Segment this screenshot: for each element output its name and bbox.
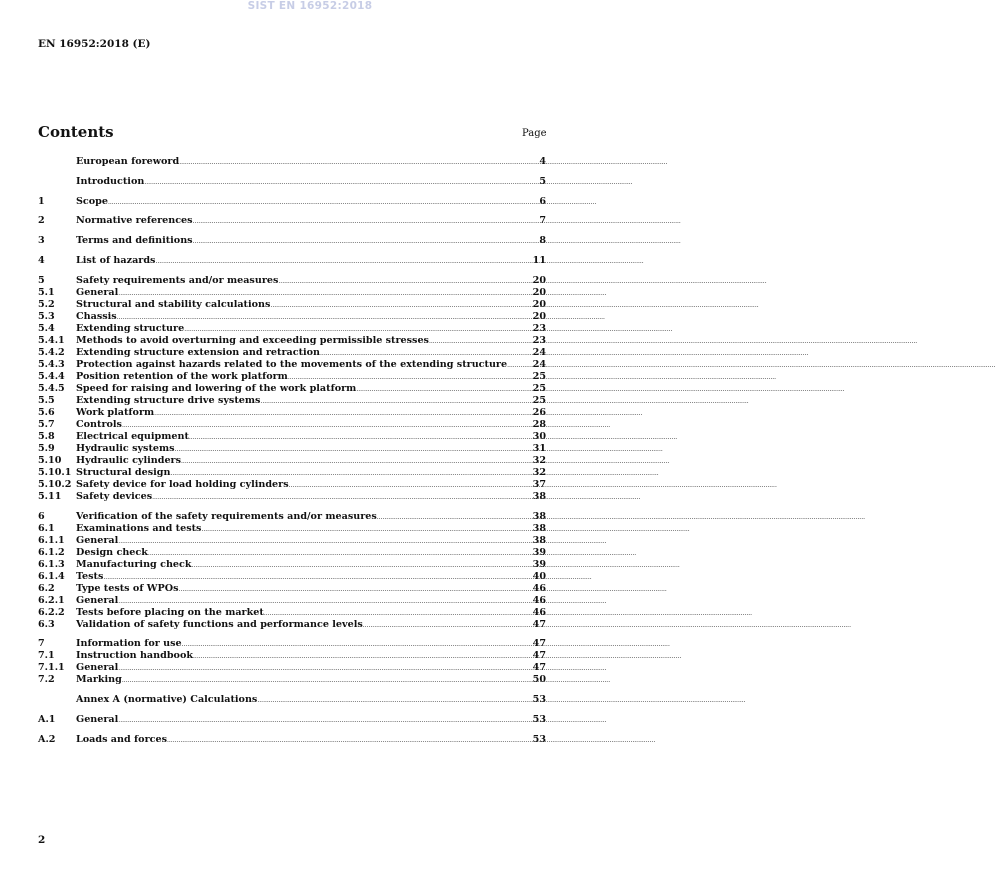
toc-entry[interactable] [38, 323, 546, 335]
toc-entry-number: 5.8 [38, 430, 55, 442]
toc-dot-leader [289, 480, 532, 492]
toc-entry[interactable] [38, 335, 546, 347]
toc-entry-number: 5.6 [38, 406, 55, 418]
toc-dot-leader [257, 695, 531, 707]
toc-entry[interactable] [38, 734, 546, 746]
toc-entry-page: 7 [539, 215, 546, 227]
table-of-contents [38, 156, 546, 746]
toc-dot-leader [182, 639, 532, 651]
toc-entry[interactable] [38, 511, 546, 523]
toc-entry[interactable] [38, 650, 546, 662]
toc-entry-number: 7.1.1 [38, 662, 65, 674]
toc-entry[interactable] [38, 215, 546, 227]
toc-entry-page: 20 [532, 286, 546, 298]
toc-entry-number: 6.1.3 [38, 558, 65, 570]
toc-entry-page: 38 [532, 522, 546, 534]
toc-entry-title: Normative references [76, 215, 193, 227]
toc-entry-number: 6 [38, 510, 45, 522]
toc-entry-page: 23 [532, 334, 546, 346]
toc-entry[interactable] [38, 583, 546, 595]
toc-entry-number: A.1 [38, 713, 56, 725]
watermark: SIST EN 16952:2018 [247, 0, 373, 12]
toc-entry-title: Tests [76, 570, 104, 582]
toc-dot-leader [201, 524, 531, 536]
toc-entry-number: 6.2.1 [38, 594, 65, 606]
toc-entry[interactable] [38, 523, 546, 535]
toc-entry-title: Terms and definitions [76, 235, 193, 247]
toc-entry-page: 5 [539, 175, 546, 187]
toc-entry-number: 5.4.2 [38, 346, 65, 358]
toc-entry[interactable] [38, 443, 546, 455]
toc-dot-leader [260, 396, 531, 408]
toc-entry-page: 6 [539, 195, 546, 207]
toc-entry[interactable] [38, 714, 546, 726]
toc-dot-leader [108, 197, 538, 209]
toc-dot-leader [179, 157, 538, 169]
toc-entry-page: 50 [532, 674, 546, 686]
toc-entry-title: Instruction handbook [76, 650, 193, 662]
toc-entry-page: 31 [532, 442, 546, 454]
toc-entry-title: Methods to avoid overturning and exceeding permissible stresses [76, 334, 429, 346]
toc-entry-page: 24 [532, 346, 546, 358]
toc-entry-number: 5.4.4 [38, 370, 65, 382]
toc-entry[interactable] [38, 419, 546, 431]
toc-dot-leader [356, 384, 531, 396]
toc-entry-title: General [76, 662, 119, 674]
toc-entry-number: 5.3 [38, 310, 55, 322]
toc-entry-page: 20 [532, 310, 546, 322]
toc-entry-number: 5 [38, 274, 45, 286]
toc-entry-title: Design check [76, 546, 148, 558]
toc-entry-title: Manufacturing check [76, 558, 192, 570]
toc-entry[interactable] [38, 595, 546, 607]
toc-entry[interactable] [38, 176, 546, 188]
page-column-label: Page [522, 128, 547, 139]
toc-entry[interactable] [38, 395, 546, 407]
toc-entry-page: 4 [539, 156, 546, 167]
toc-entry[interactable] [38, 662, 546, 674]
toc-entry[interactable] [38, 571, 546, 583]
toc-entry-page: 53 [532, 713, 546, 725]
toc-dot-leader [118, 663, 531, 675]
toc-entry-page: 23 [532, 322, 546, 334]
toc-entry-page: 38 [532, 490, 546, 502]
toc-entry-page: 25 [532, 394, 546, 406]
toc-entry-title: Extending structure extension and retraction [76, 346, 321, 358]
toc-entry-number: 5.10.1 [38, 466, 72, 478]
toc-entry-number: 5.4.1 [38, 334, 65, 346]
toc-entry-page: 39 [532, 546, 546, 558]
toc-entry-number: 6.1.2 [38, 546, 65, 558]
toc-entry-title: Safety devices [76, 490, 153, 502]
toc-dot-leader [270, 300, 531, 312]
toc-entry-number: 5.4 [38, 322, 55, 334]
toc-entry-number: 4 [38, 254, 45, 266]
toc-entry-number: 2 [38, 215, 45, 227]
toc-entry-title: Safety device for load holding cylinders [76, 478, 289, 490]
toc-entry-title: Structural and stability calculations [76, 298, 271, 310]
toc-dot-leader [193, 651, 532, 663]
toc-entry-number: A.2 [38, 733, 56, 745]
toc-entry-title: Work platform [76, 406, 155, 418]
toc-entry-page: 38 [532, 510, 546, 522]
toc-entry-title: Tests before placing on the market [76, 606, 264, 618]
toc-entry-number: 6.1.4 [38, 570, 65, 582]
toc-entry-page: 26 [532, 406, 546, 418]
toc-entry-number: 5.2 [38, 298, 55, 310]
toc-entry-page: 46 [532, 594, 546, 606]
toc-entry-page: 38 [532, 534, 546, 546]
toc-entry[interactable] [38, 491, 546, 503]
toc-entry-title: Hydraulic systems [76, 442, 175, 454]
toc-entry[interactable] [38, 275, 546, 287]
toc-entry[interactable] [38, 407, 546, 419]
toc-dot-leader [278, 276, 531, 288]
toc-entry-page: 30 [532, 430, 546, 442]
toc-entry-number: 6.2 [38, 582, 55, 594]
toc-entry[interactable] [38, 347, 546, 359]
toc-dot-leader [148, 548, 532, 560]
toc-entry-number: 5.7 [38, 418, 55, 430]
toc-entry[interactable] [38, 431, 546, 443]
toc-dot-leader [193, 216, 539, 228]
toc-entry-page: 47 [532, 662, 546, 674]
toc-dot-leader [192, 560, 532, 572]
toc-entry-page: 40 [532, 570, 546, 582]
toc-entry-title: Chassis [76, 310, 117, 322]
toc-entry[interactable] [38, 299, 546, 311]
toc-entry-title: Annex A (normative) Calculations [76, 694, 258, 706]
toc-dot-leader [167, 735, 532, 747]
toc-dot-leader [122, 675, 532, 687]
toc-entry-title: Position retention of the work platform [76, 370, 288, 382]
toc-entry-title: Scope [76, 195, 108, 207]
toc-entry-number: 5.9 [38, 442, 55, 454]
toc-entry[interactable] [38, 196, 546, 208]
toc-entry-title: Information for use [76, 638, 182, 650]
toc-entry-number: 6.2.2 [38, 606, 65, 618]
toc-entry-number: 6.1.1 [38, 534, 65, 546]
toc-entry-number: 5.5 [38, 394, 55, 406]
toc-entry-title: Extending structure [76, 322, 185, 334]
toc-entry-page: 11 [532, 254, 546, 266]
toc-entry-title: Protection against hazards related to the movements of the extending structure [76, 358, 508, 370]
toc-dot-leader [155, 256, 531, 268]
toc-entry-title: Verification of the safety requirements and/or measures [76, 510, 377, 522]
toc-entry[interactable] [38, 311, 546, 323]
toc-dot-leader [118, 536, 531, 548]
toc-entry-title: General [76, 594, 119, 606]
toc-entry-number: 5.4.5 [38, 382, 65, 394]
toc-dot-leader [181, 456, 532, 468]
contents-title: Contents [38, 123, 114, 141]
toc-dot-leader [175, 444, 532, 456]
toc-entry[interactable] [38, 619, 546, 631]
toc-entry[interactable] [38, 607, 546, 619]
toc-entry-title: Extending structure drive systems [76, 394, 261, 406]
toc-entry-title: Speed for raising and lowering of the work platform [76, 382, 357, 394]
toc-entry-title: Examinations and tests [76, 522, 202, 534]
toc-entry-page: 47 [532, 650, 546, 662]
toc-entry-page: 28 [532, 418, 546, 430]
toc-dot-leader [144, 177, 538, 189]
toc-entry-page: 24 [532, 358, 546, 370]
toc-dot-leader [377, 512, 532, 524]
toc-entry[interactable] [38, 638, 546, 650]
toc-entry-page: 53 [532, 694, 546, 706]
toc-entry-number: 7 [38, 638, 45, 650]
toc-entry-page: 32 [532, 454, 546, 466]
toc-entry-page: 47 [532, 618, 546, 630]
toc-dot-leader [193, 236, 539, 248]
toc-entry-number: 5.10 [38, 454, 62, 466]
toc-dot-leader [189, 432, 532, 444]
toc-entry[interactable] [38, 535, 546, 547]
toc-entry-number: 6.3 [38, 618, 55, 630]
toc-dot-leader [507, 360, 532, 372]
toc-entry-page: 20 [532, 298, 546, 310]
toc-entry-title: Type tests of WPOs [76, 582, 179, 594]
toc-entry-page: 32 [532, 466, 546, 478]
toc-entry-title: Validation of safety functions and performance levels [76, 618, 363, 630]
toc-entry[interactable] [38, 235, 546, 247]
toc-entry-number: 5.4.3 [38, 358, 65, 370]
toc-entry[interactable] [38, 455, 546, 467]
toc-entry-page: 46 [532, 582, 546, 594]
toc-entry-page: 8 [539, 235, 546, 247]
toc-entry-page: 39 [532, 558, 546, 570]
toc-entry-title: General [76, 286, 119, 298]
toc-dot-leader [152, 492, 532, 504]
toc-entry[interactable] [38, 383, 546, 395]
toc-entry-page: 47 [532, 638, 546, 650]
footer-page-number: 2 [38, 834, 46, 846]
toc-entry-number: 7.2 [38, 674, 55, 686]
toc-entry-number: 5.10.2 [38, 478, 72, 490]
toc-entry-title: Marking [76, 674, 122, 686]
toc-dot-leader [429, 336, 532, 348]
toc-dot-leader [363, 620, 532, 632]
toc-entry-number: 6.1 [38, 522, 55, 534]
toc-entry-title: Controls [76, 418, 122, 430]
toc-entry-title: Safety requirements and/or measures [76, 274, 279, 286]
document-id: EN 16952:2018 (E) [38, 38, 151, 50]
toc-entry-title: Electrical equipment [76, 430, 189, 442]
toc-dot-leader [179, 584, 532, 596]
toc-entry[interactable] [38, 371, 546, 383]
toc-entry[interactable] [38, 547, 546, 559]
toc-entry-title: General [76, 534, 119, 546]
toc-entry-title: Introduction [76, 175, 145, 187]
toc-entry-title: European foreword [76, 156, 180, 167]
toc-entry-page: 53 [532, 733, 546, 745]
toc-entry-title: Hydraulic cylinders [76, 454, 182, 466]
toc-entry-number: 3 [38, 235, 45, 247]
toc-entry-number: 5.11 [38, 490, 62, 502]
toc-entry-number: 7.1 [38, 650, 55, 662]
toc-entry-title: Loads and forces [76, 733, 167, 745]
toc-entry-page: 20 [532, 274, 546, 286]
toc-entry-page: 37 [532, 478, 546, 490]
toc-entry-page: 25 [532, 370, 546, 382]
toc-entry-number: 1 [38, 195, 45, 207]
toc-entry[interactable] [38, 287, 546, 299]
toc-entry-page: 46 [532, 606, 546, 618]
toc-dot-leader [154, 408, 531, 420]
toc-entry[interactable] [38, 559, 546, 571]
toc-entry-title: List of hazards [76, 254, 156, 266]
toc-entry-page: 25 [532, 382, 546, 394]
toc-entry-number: 5.1 [38, 286, 55, 298]
toc-entry[interactable] [38, 694, 546, 706]
toc-entry[interactable] [38, 467, 546, 479]
toc-entry[interactable] [38, 359, 546, 371]
toc-dot-leader [118, 715, 531, 727]
toc-entry-title: General [76, 713, 119, 725]
toc-entry-title: Structural design [76, 466, 171, 478]
toc-entry[interactable] [38, 479, 546, 491]
toc-entry[interactable] [38, 156, 546, 168]
toc-entry[interactable] [38, 255, 546, 267]
toc-entry[interactable] [38, 674, 546, 686]
